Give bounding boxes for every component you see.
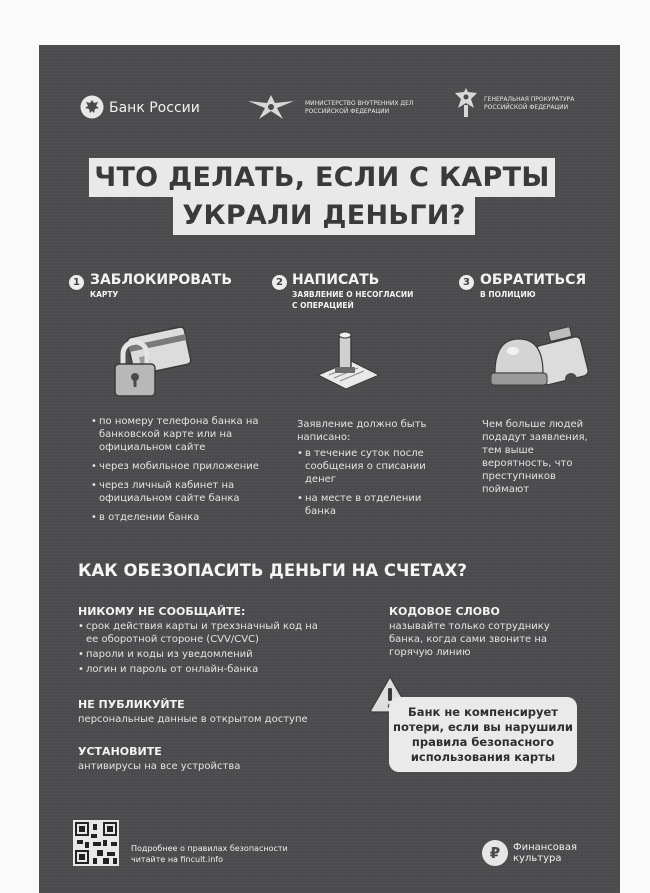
bank-russia-logo [80, 95, 104, 123]
police-siren-car-icon [491, 323, 591, 393]
mvd-name: МИНИСТЕРСТВО ВНУТРЕННИХ ДЕЛ РОССИЙСКОЙ ФЕДЕРАЦИИ [305, 100, 414, 115]
section-title: КАК ОБЕЗОПАСИТЬ ДЕНЬГИ НА СЧЕТАХ? [78, 561, 467, 580]
list-item: • в отделении банка [91, 511, 266, 524]
step-2-list [297, 447, 437, 524]
card-padlock-icon [109, 320, 197, 400]
list-item: • пароли и коды из уведомлений [78, 648, 318, 661]
code-word-text: называйте только сотруднику банка, когда сами звоните на горячую линию [389, 621, 550, 658]
step-2-title: НАПИСАТЬ [292, 272, 380, 288]
mvd-logo [246, 93, 296, 125]
step-3-text: Чем больше людей подадут заявления, тем выше вероятность, что преступников поймают [482, 419, 588, 495]
compensation-notice: Банк не компенсирует потери, если вы нарушили правила безопасного использования карты [389, 697, 577, 772]
step-3-number: 3 [459, 275, 474, 290]
install-text: антивирусы на все устройства [78, 761, 241, 772]
poster [39, 45, 620, 893]
card-lock-illustration [109, 320, 197, 404]
qr-code-icon [73, 820, 119, 866]
list-item: • на месте в отделении банка [297, 492, 437, 518]
police-illustration [491, 323, 591, 397]
step-3-subtitle: В ПОЛИЦИЮ [480, 290, 536, 299]
step-1-title: ЗАБЛОКИРОВАТЬ [90, 272, 233, 288]
list-item: • срок действия карты и трехзначный код на ее оборотной стороне (CVV/CVC) [78, 620, 318, 646]
step-3-title: ОБРАТИТЬСЯ [480, 272, 587, 288]
list-item: • через личный кабинет на официальном сайте банка [91, 479, 266, 505]
step-1-subtitle: КАРТУ [90, 290, 119, 299]
dont-publish-text: персональные данные в открытом доступе [78, 714, 308, 725]
fincult-brand: Финансовая культура [513, 842, 577, 864]
stamp-illustration [313, 323, 383, 397]
ruble-icon: ₽ [482, 840, 508, 866]
dont-publish-title: НЕ ПУБЛИКУЙТЕ [78, 698, 185, 711]
list-item: • через мобильное приложение [91, 460, 266, 473]
code-word-title: КОДОВОЕ СЛОВО [389, 605, 500, 618]
footer-more-info: Подробнее о правилах безопасности читайте на fincult.info [131, 844, 288, 864]
mvd-emblem-icon [246, 93, 296, 121]
headline-line-2: УКРАЛИ ДЕНЬГИ? [173, 197, 475, 235]
list-item: • логин и пароль от онлайн-банка [78, 663, 318, 676]
fincult-link[interactable]: читайте на fincult.info [131, 855, 223, 864]
prokuratura-logo [453, 87, 479, 123]
eagle-emblem-icon [80, 95, 104, 119]
stamp-document-icon [313, 323, 383, 393]
headline-line-1: ЧТО ДЕЛАТЬ, ЕСЛИ С КАРТЫ [89, 158, 555, 197]
list-item: • по номеру телефона банка на банковской карте или на официальном сайте [91, 415, 266, 454]
step-1-number: 1 [69, 275, 84, 290]
install-title: УСТАНОВИТЕ [78, 745, 162, 758]
prokuratura-name: ГЕНЕРАЛЬНАЯ ПРОКУРАТУРА РОССИЙСКОЙ ФЕДЕРАЦИИ [484, 96, 575, 111]
step-2-intro: Заявление должно быть написано: [297, 419, 427, 443]
step-2-subtitle: ЗАЯВЛЕНИЕ О НЕСОГЛАСИИ С ОПЕРАЦИЕЙ [292, 290, 414, 310]
bank-name: Банк России [109, 100, 200, 116]
step-2-number: 2 [272, 275, 287, 290]
never-tell-title: НИКОМУ НЕ СООБЩАЙТЕ: [78, 605, 246, 618]
qr-code[interactable] [73, 820, 119, 870]
list-item: • в течение суток после сообщения о списании денег [297, 447, 437, 486]
prokuratura-emblem-icon [453, 87, 479, 119]
never-tell-list [78, 620, 318, 678]
step-1-list [91, 415, 266, 530]
